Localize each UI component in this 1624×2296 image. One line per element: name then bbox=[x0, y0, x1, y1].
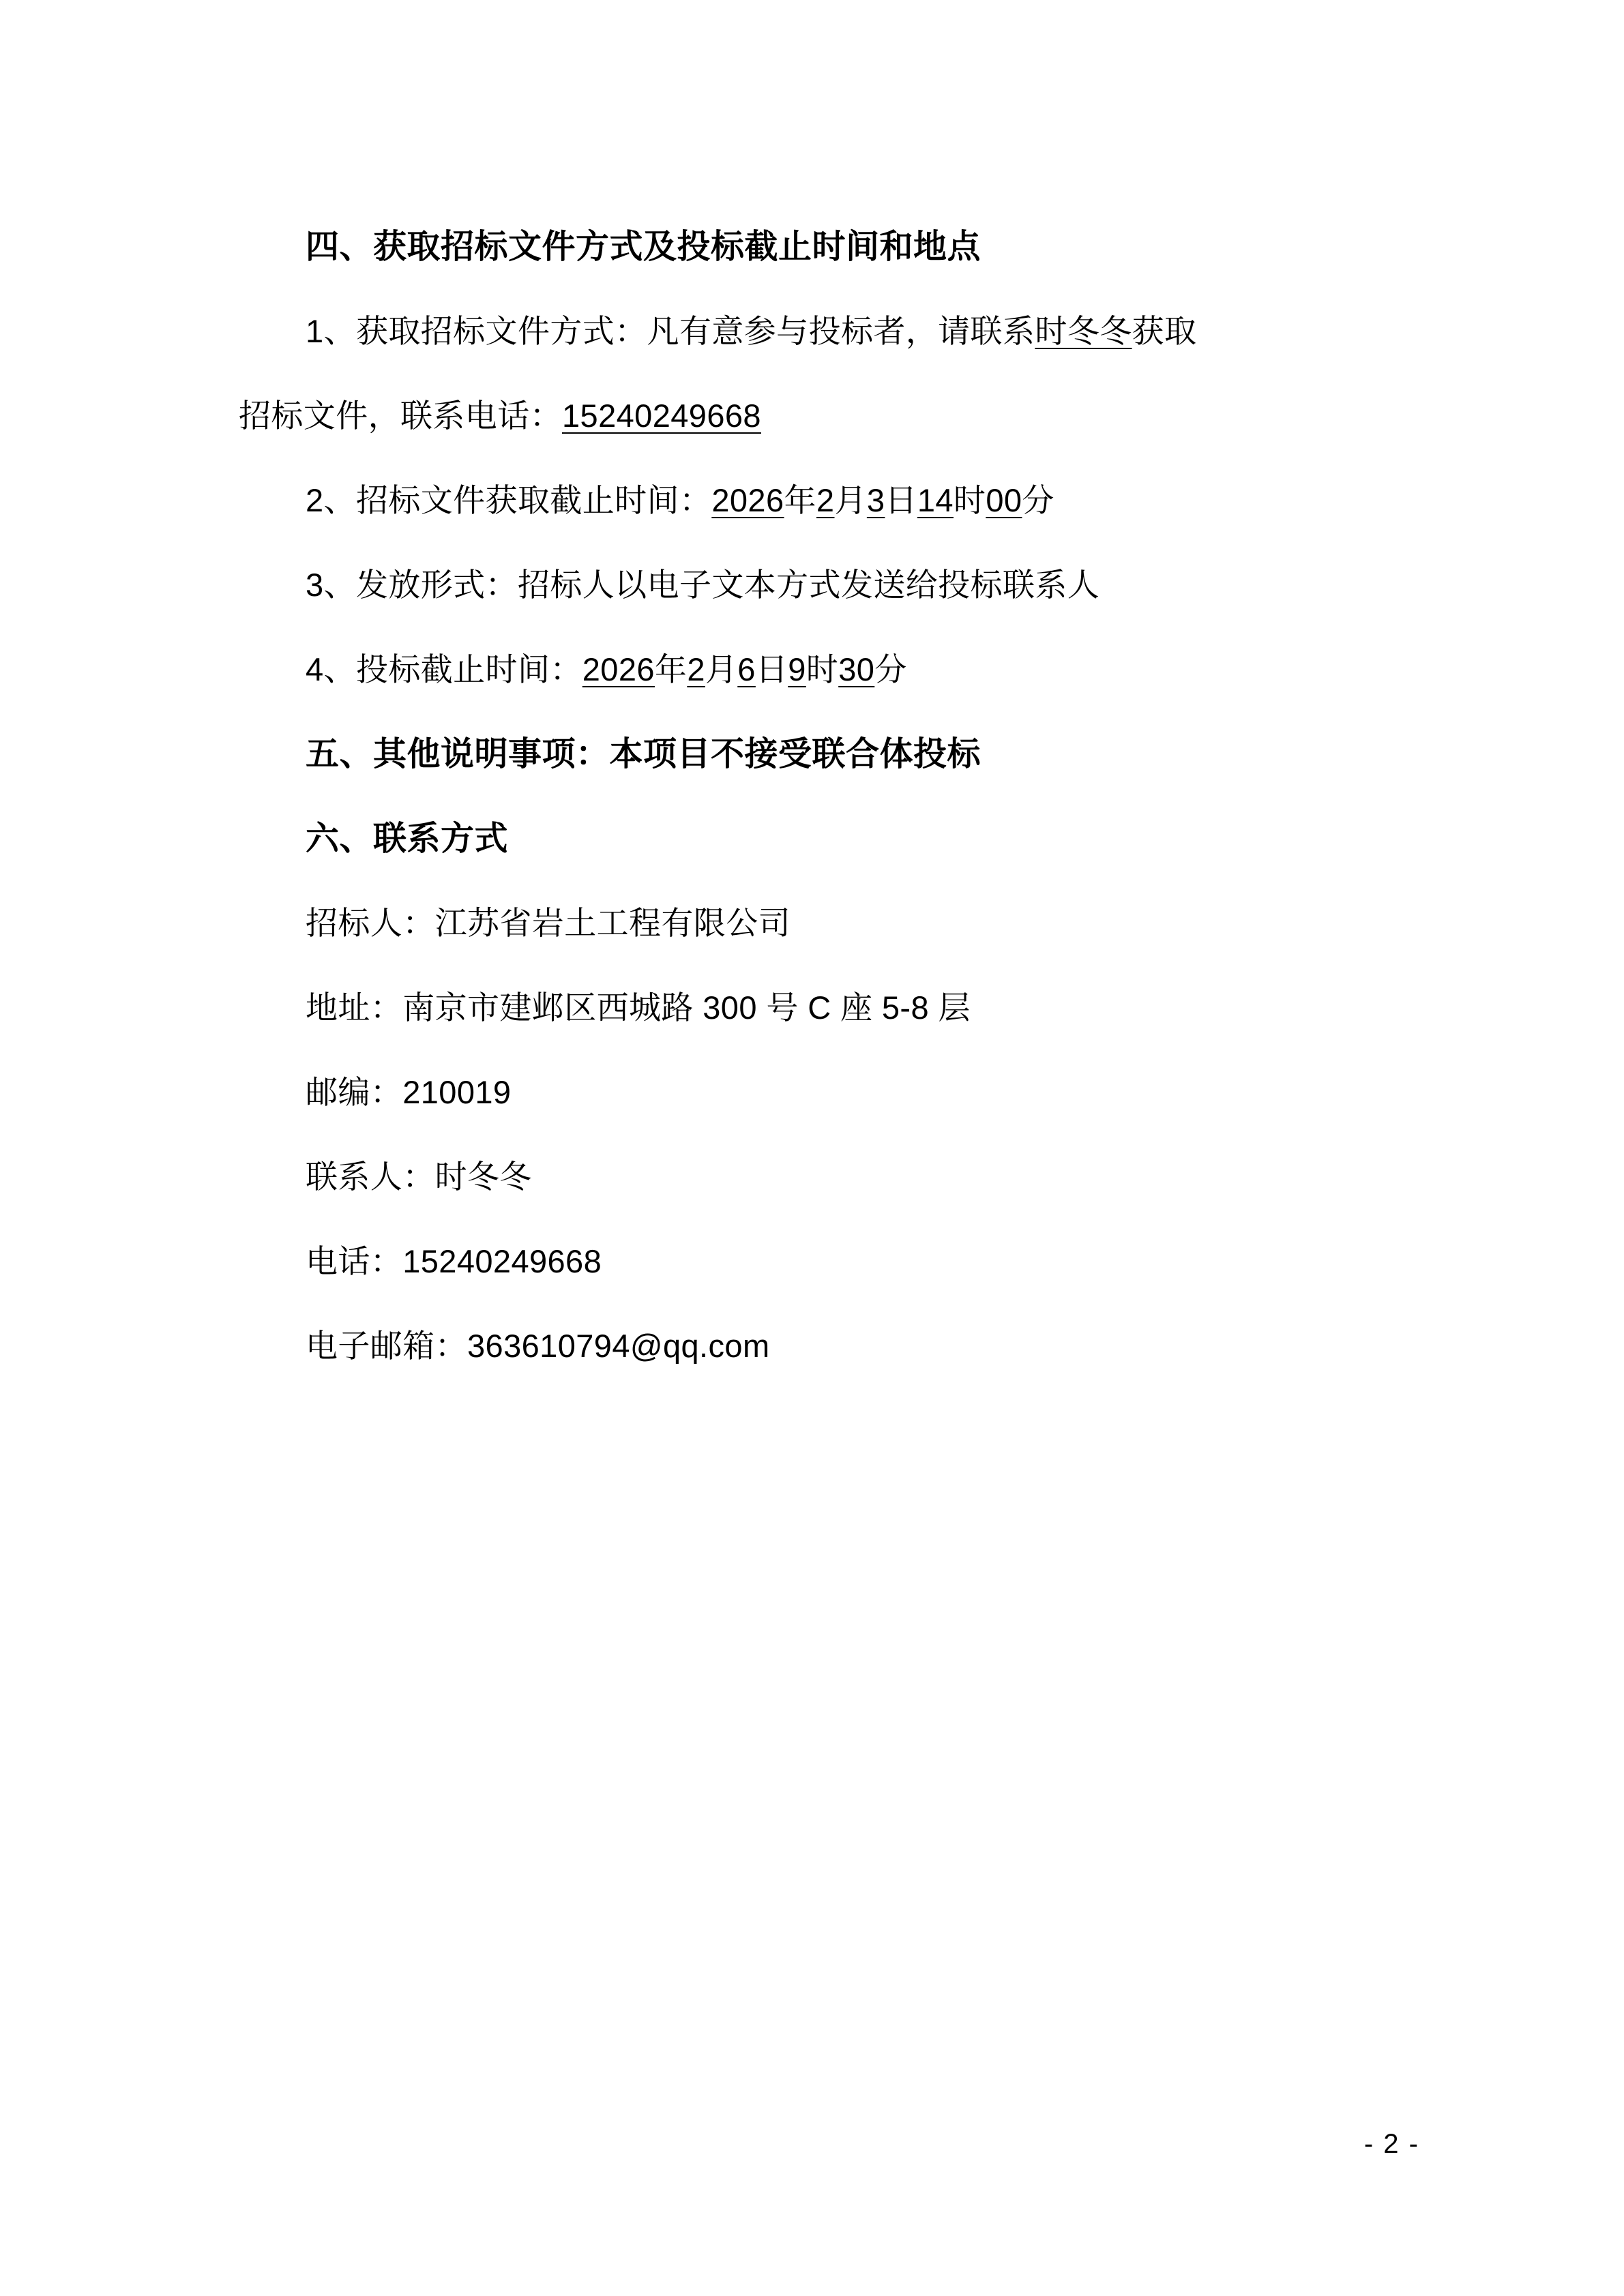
bid-deadline-year: 2026 bbox=[582, 651, 655, 687]
section-four bbox=[239, 205, 1419, 712]
contact-phone-label: 电话： bbox=[306, 1243, 403, 1279]
bid-deadline-hour: 9 bbox=[788, 651, 806, 687]
bid-deadline-day-unit: 日 bbox=[755, 651, 788, 687]
file-acquisition-deadline-minute: 00 bbox=[986, 482, 1022, 518]
contact-tenderer-value: 江苏省岩土工程有限公司 bbox=[434, 905, 791, 941]
contact-tenderer-label: 招标人： bbox=[306, 905, 435, 941]
contact-email-value: 363610794@qq.com bbox=[467, 1328, 770, 1364]
file-acquisition-deadline-label: 2、招标文件获取截止时间： bbox=[306, 482, 712, 518]
contact-postcode-label: 邮编： bbox=[306, 1074, 403, 1110]
section-six bbox=[239, 796, 1419, 1388]
bid-deadline-month: 2 bbox=[687, 651, 705, 687]
file-acquisition-deadline-hour: 14 bbox=[917, 482, 954, 518]
contact-postcode bbox=[239, 1050, 1419, 1135]
acquisition-phone-value: 15240249668 bbox=[562, 398, 761, 434]
acquisition-phone-label: 招标文件，联系电话： bbox=[239, 398, 562, 434]
contact-tenderer bbox=[239, 881, 1419, 966]
file-acquisition-deadline-month: 2 bbox=[816, 482, 835, 518]
bid-deadline-hour-unit: 时 bbox=[806, 651, 839, 687]
file-acquisition-deadline-hour-unit: 时 bbox=[953, 482, 986, 518]
bid-deadline bbox=[239, 627, 1419, 712]
contact-address bbox=[239, 966, 1419, 1050]
page-number: - 2 - bbox=[1363, 2129, 1419, 2159]
file-acquisition-deadline-month-unit: 月 bbox=[834, 482, 867, 518]
bid-deadline-day: 6 bbox=[737, 651, 756, 687]
contact-email bbox=[239, 1304, 1419, 1388]
contact-address-label: 地址： bbox=[306, 989, 403, 1026]
distribution-form: 3、发放形式：招标人以电子文本方式发送给投标联系人 bbox=[306, 567, 1100, 603]
acquisition-method-suffix: 获取 bbox=[1132, 313, 1197, 349]
bid-deadline-month-unit: 月 bbox=[705, 651, 738, 687]
contact-phone bbox=[239, 1219, 1419, 1304]
contact-person-value: 时冬冬 bbox=[434, 1159, 532, 1195]
bid-deadline-label: 4、投标截止时间： bbox=[306, 651, 582, 687]
file-acquisition-deadline-day-unit: 日 bbox=[885, 482, 917, 518]
file-acquisition-deadline-day: 3 bbox=[866, 482, 885, 518]
acquisition-method-prefix: 1、获取招标文件方式：凡有意参与投标者，请联系 bbox=[306, 313, 1035, 349]
file-acquisition-deadline-year: 2026 bbox=[711, 482, 784, 518]
contact-person bbox=[239, 1135, 1419, 1219]
file-acquisition-deadline-minute-unit: 分 bbox=[1022, 482, 1054, 518]
bid-deadline-minute-unit: 分 bbox=[874, 651, 907, 687]
contact-phone-value: 15240249668 bbox=[402, 1243, 602, 1279]
contact-postcode-value: 210019 bbox=[402, 1074, 512, 1110]
file-acquisition-deadline bbox=[239, 458, 1419, 543]
acquisition-method-line-2 bbox=[239, 374, 1419, 458]
contact-address-value: 南京市建邺区西城路 300 号 C 座 5-8 层 bbox=[402, 989, 971, 1026]
contact-person-label: 联系人： bbox=[306, 1159, 435, 1195]
section-four-heading: 四、获取招标文件方式及投标截止时间和地点 bbox=[306, 228, 981, 265]
section-five-heading: 五、其他说明事项：本项目不接受联合体投标 bbox=[306, 736, 981, 773]
bid-deadline-minute: 30 bbox=[838, 651, 875, 687]
acquisition-contact-name: 时冬冬 bbox=[1035, 313, 1132, 349]
bid-deadline-year-unit: 年 bbox=[654, 651, 688, 687]
acquisition-method-line-1 bbox=[239, 289, 1419, 374]
section-six-heading: 六、联系方式 bbox=[306, 820, 509, 857]
section-five bbox=[239, 712, 1419, 796]
file-acquisition-deadline-year-unit: 年 bbox=[784, 482, 816, 518]
contact-email-label: 电子邮箱： bbox=[306, 1328, 467, 1364]
